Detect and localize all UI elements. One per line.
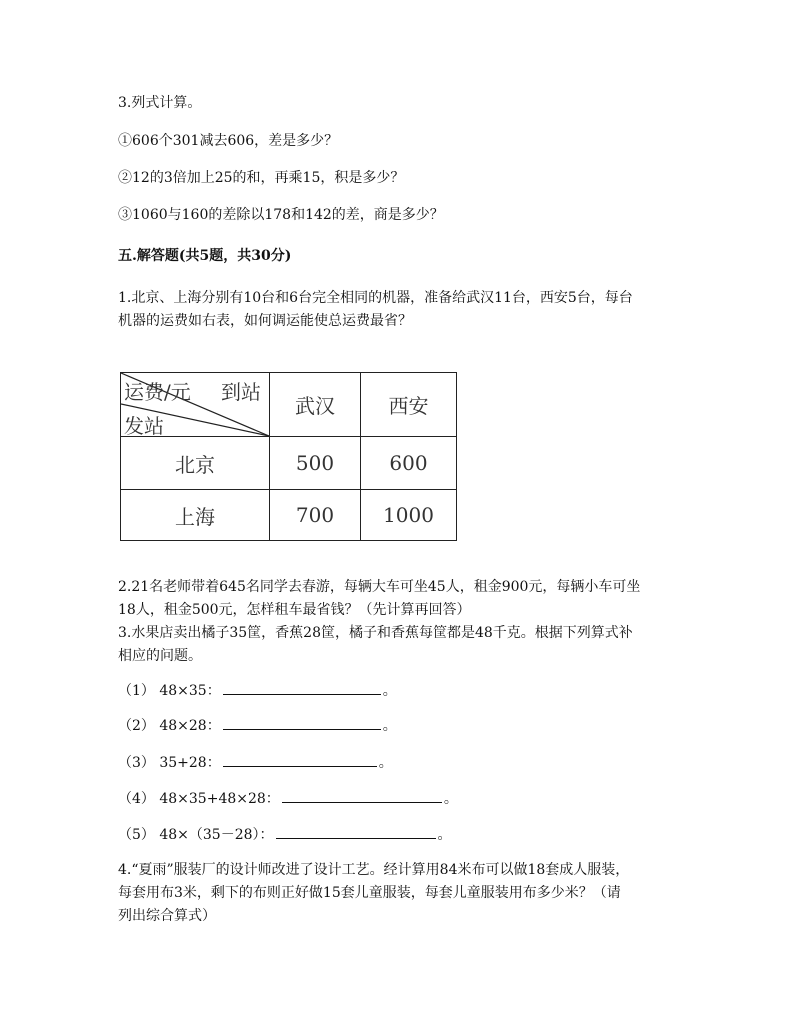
problem-3-line-2: 相应的问题。: [118, 648, 202, 664]
section-5-title: 五.解答题(共5题，共30分): [118, 248, 292, 264]
item-end: 。: [378, 755, 393, 771]
q3-item-3: ③1060与160的差除以178和142的差，商是多少？: [118, 207, 444, 223]
item-end: 。: [443, 791, 458, 807]
answer-blank[interactable]: [223, 680, 381, 695]
item-expression: （1） 48×35：: [118, 683, 221, 699]
q3-title: 3.列式计算。: [118, 95, 202, 111]
table-cell: 1000: [361, 490, 457, 541]
corner-label-departure: 发站: [124, 414, 164, 438]
problem-2-line-1: 2.21名老师带着645名同学去春游，每辆大车可坐45人，租金900元，每辆小车可坐: [118, 579, 641, 595]
q3-item-2: ②12的3倍加上25的和，再乘15，积是多少？: [118, 170, 405, 186]
problem-4-line-2: 每套用布3米，剩下的布则正好做15套儿童服装，每套儿童服装用布多少米？（请: [118, 885, 621, 901]
item-expression: （3） 35+28：: [118, 755, 221, 771]
problem-3-item-3: [118, 752, 393, 774]
table-corner-cell: [121, 373, 270, 437]
table-cell: 700: [270, 490, 361, 541]
table-header-xian: 西安: [361, 373, 457, 437]
item-end: 。: [382, 683, 397, 699]
answer-blank[interactable]: [223, 752, 377, 767]
problem-4-line-1: 4.“夏雨”服装厂的设计师改进了设计工艺。经计算用84米布可以做18套成人服装，: [118, 862, 630, 878]
problem-4-line-3: 列出综合算式）: [118, 908, 216, 924]
table-row: [121, 437, 457, 490]
item-expression: （4） 48×35+48×28：: [118, 791, 280, 807]
corner-label-cost: 运费/元: [124, 380, 191, 404]
item-end: 。: [382, 718, 397, 734]
table-row-label: 上海: [121, 490, 270, 541]
table-row-label: 北京: [121, 437, 270, 490]
table-cell: 500: [270, 437, 361, 490]
problem-3-line-1: 3.水果店卖出橘子35筐，香蕉28筐，橘子和香蕉每筐都是48千克。根据下列算式补: [118, 625, 633, 641]
table-row: [121, 490, 457, 541]
problem-1-line-2: 机器的运费如右表，如何调运能使总运费最省？: [118, 313, 412, 329]
answer-blank[interactable]: [282, 788, 442, 803]
answer-blank[interactable]: [276, 824, 436, 839]
item-end: 。: [437, 827, 452, 843]
problem-3-item-5: [118, 824, 452, 846]
item-expression: （5） 48×（35－28）：: [118, 827, 274, 843]
corner-label-arrival: 到站: [221, 380, 261, 404]
freight-cost-table: [120, 372, 457, 541]
table-header-wuhan: 武汉: [270, 373, 361, 437]
problem-2-line-2: 18人，租金500元，怎样租车最省钱？（先计算再回答）: [118, 602, 471, 618]
problem-3-item-1: [118, 680, 397, 702]
answer-blank[interactable]: [223, 715, 381, 730]
table-cell: 600: [361, 437, 457, 490]
problem-1-line-1: 1.北京、上海分别有10台和6台完全相同的机器，准备给武汉11台，西安5台，每台: [118, 290, 633, 306]
problem-3-item-2: [118, 715, 397, 737]
problem-3-item-4: [118, 788, 458, 810]
item-expression: （2） 48×28：: [118, 718, 221, 734]
q3-item-1: ①606个301减去606，差是多少？: [118, 133, 339, 149]
